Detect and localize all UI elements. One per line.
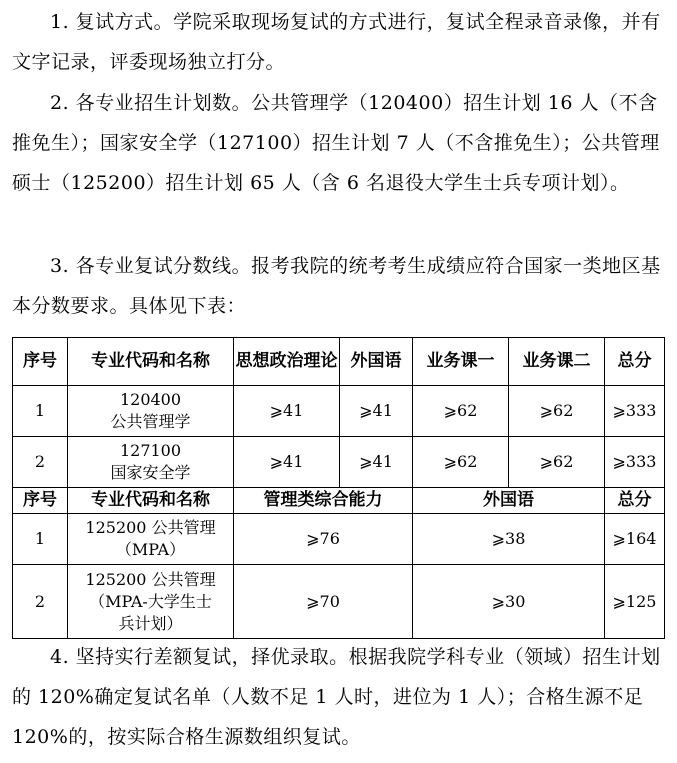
score-management-ability: ⩾70	[234, 565, 413, 639]
major-cell	[68, 386, 234, 437]
table2-header-row	[13, 488, 665, 514]
score-foreign-language: ⩾41	[340, 386, 413, 437]
score-table	[12, 337, 665, 639]
table-row	[13, 437, 665, 488]
score-course-2: ⩾62	[509, 437, 605, 488]
score-foreign-language: ⩾30	[413, 565, 605, 639]
paragraph-differential-interview: 4. 坚持实行差额复试，择优录取。根据我院学科专业（领域）招生计划的 120%确定复试名单（人数不足 1 人时，进位为 1 人）；合格生源不足 120%的，按实际合格生源数组织复试。	[12, 646, 661, 748]
score-total: ⩾333	[605, 386, 665, 437]
score-management-ability: ⩾76	[234, 514, 413, 565]
paragraph-interview-method: 1. 复试方式。学院采取现场复试的方式进行，复试全程录音录像，并有文字记录，评委现场独立打分。	[12, 11, 661, 73]
paragraph-score-lines: 3. 各专业复试分数线。报考我院的统考考生成绩应符合国家一类地区基本分数要求。具体见下表：	[12, 255, 661, 317]
score-course-1: ⩾62	[413, 437, 509, 488]
header-foreign-language: 外国语	[413, 488, 605, 514]
major-code: 127100	[119, 441, 182, 460]
header-course-2: 业务课二	[509, 338, 605, 386]
score-politics: ⩾41	[234, 386, 340, 437]
score-foreign-language: ⩾38	[413, 514, 605, 565]
major-cell	[68, 437, 234, 488]
major-name: 公共管理学	[110, 412, 191, 431]
score-total: ⩾333	[605, 437, 665, 488]
header-total: 总分	[605, 338, 665, 386]
table-row	[13, 565, 665, 639]
header-index: 序号	[13, 488, 68, 514]
major-cell: 125200 公共管理（MPA-大学生士兵计划）	[68, 565, 234, 639]
score-course-1: ⩾62	[413, 386, 509, 437]
row-index: 2	[13, 565, 68, 639]
row-index: 1	[13, 514, 68, 565]
header-course-1: 业务课一	[413, 338, 509, 386]
header-major: 专业代码和名称	[68, 338, 234, 386]
header-foreign-language: 外国语	[340, 338, 413, 386]
header-total: 总分	[605, 488, 665, 514]
table1-header-row	[13, 338, 665, 386]
score-foreign-language: ⩾41	[340, 437, 413, 488]
score-total: ⩾125	[605, 565, 665, 639]
score-politics: ⩾41	[234, 437, 340, 488]
paragraph-enrollment-plan: 2. 各专业招生计划数。公共管理学（120400）招生计划 16 人（不含推免生）；国家安全学（127100）招生计划 7 人（不含推免生）；公共管理硕士（125200）招生计划 65 人（含 6 名退役大学生士兵专项计划）。	[12, 92, 660, 194]
header-management-ability: 管理类综合能力	[234, 488, 413, 514]
table-row	[13, 386, 665, 437]
major-code: 120400	[119, 390, 182, 409]
score-course-2: ⩾62	[509, 386, 605, 437]
header-major: 专业代码和名称	[68, 488, 234, 514]
header-index: 序号	[13, 338, 68, 386]
major-cell: 125200 公共管理（MPA）	[68, 514, 234, 565]
table-row	[13, 514, 665, 565]
header-politics: 思想政治理论	[234, 338, 340, 386]
score-total: ⩾164	[605, 514, 665, 565]
row-index: 1	[13, 386, 68, 437]
major-name: 国家安全学	[110, 463, 191, 482]
row-index: 2	[13, 437, 68, 488]
